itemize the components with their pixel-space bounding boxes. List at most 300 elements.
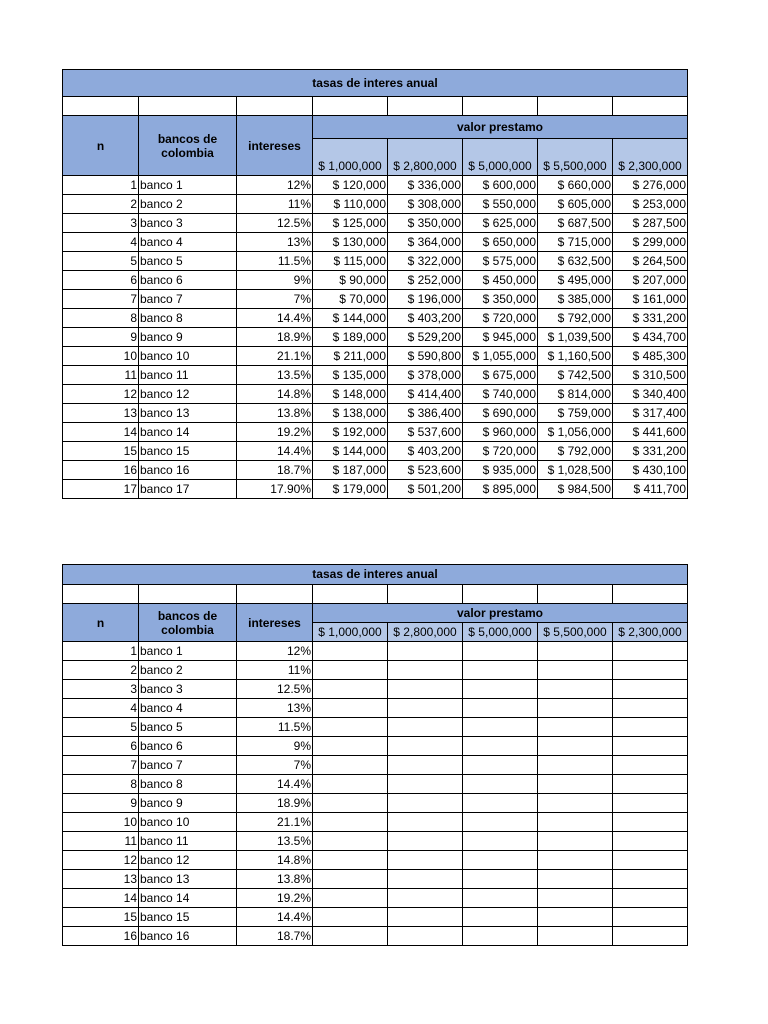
row-number: 6 xyxy=(63,271,139,290)
row-number: 5 xyxy=(63,252,139,271)
loan-amount-header: $ 1,000,000 xyxy=(313,623,388,642)
interest-value: $ 144,000 xyxy=(313,442,388,461)
interest-rate: 19.2% xyxy=(237,889,313,908)
row-number: 15 xyxy=(63,908,139,927)
interest-value: $ 192,000 xyxy=(313,423,388,442)
empty-cell xyxy=(613,661,688,680)
row-number: 13 xyxy=(63,404,139,423)
interest-rate: 13.8% xyxy=(237,870,313,889)
table-row xyxy=(63,461,688,480)
bank-name: banco 6 xyxy=(139,737,237,756)
empty-cell xyxy=(388,718,463,737)
table-row xyxy=(63,908,688,927)
interest-value: $ 759,000 xyxy=(538,404,613,423)
bank-name: banco 3 xyxy=(139,680,237,699)
interest-value: $ 495,000 xyxy=(538,271,613,290)
bank-name: banco 11 xyxy=(139,366,237,385)
row-number: 9 xyxy=(63,328,139,347)
empty-cell xyxy=(463,642,538,661)
empty-cell xyxy=(613,832,688,851)
empty-cell xyxy=(538,775,613,794)
interest-value: $ 308,000 xyxy=(388,195,463,214)
interest-value: $ 895,000 xyxy=(463,480,538,499)
table-row xyxy=(63,775,688,794)
table-row xyxy=(63,233,688,252)
empty-cell xyxy=(613,870,688,889)
row-number: 15 xyxy=(63,442,139,461)
row-number: 1 xyxy=(63,642,139,661)
table-row xyxy=(63,889,688,908)
interest-rate: 18.9% xyxy=(237,794,313,813)
interest-value: $ 161,000 xyxy=(613,290,688,309)
empty-cell xyxy=(613,927,688,946)
interest-rate: 12.5% xyxy=(237,680,313,699)
empty-cell xyxy=(313,680,388,699)
interest-rate: 7% xyxy=(237,290,313,309)
interest-table-empty xyxy=(62,564,688,946)
row-number: 6 xyxy=(63,737,139,756)
bank-name: banco 3 xyxy=(139,214,237,233)
loan-amount-header: $ 5,000,000 xyxy=(463,623,538,642)
empty-cell xyxy=(538,851,613,870)
interest-rate: 9% xyxy=(237,737,313,756)
interest-value: $ 935,000 xyxy=(463,461,538,480)
interest-value: $ 960,000 xyxy=(463,423,538,442)
empty-cell xyxy=(313,642,388,661)
interest-value: $ 740,000 xyxy=(463,385,538,404)
interest-value: $ 984,500 xyxy=(538,480,613,499)
empty-cell xyxy=(538,642,613,661)
empty-cell xyxy=(388,927,463,946)
row-number: 12 xyxy=(63,385,139,404)
interest-value: $ 350,000 xyxy=(388,214,463,233)
table-row xyxy=(63,195,688,214)
empty-cell xyxy=(388,832,463,851)
interest-value: $ 287,500 xyxy=(613,214,688,233)
bank-name: banco 2 xyxy=(139,195,237,214)
empty-cell xyxy=(388,699,463,718)
interest-rate: 13.5% xyxy=(237,366,313,385)
interest-value: $ 331,200 xyxy=(613,442,688,461)
header-bank: bancos de colombia xyxy=(139,604,237,642)
empty-cell xyxy=(538,756,613,775)
table-row xyxy=(63,480,688,499)
bank-name: banco 13 xyxy=(139,404,237,423)
row-number: 2 xyxy=(63,195,139,214)
row-number: 12 xyxy=(63,851,139,870)
interest-value: $ 411,700 xyxy=(613,480,688,499)
interest-rate: 13.8% xyxy=(237,404,313,423)
table-row xyxy=(63,252,688,271)
table-row xyxy=(63,404,688,423)
empty-cell xyxy=(538,870,613,889)
interest-value: $ 115,000 xyxy=(313,252,388,271)
empty-cell xyxy=(538,661,613,680)
interest-value: $ 138,000 xyxy=(313,404,388,423)
empty-cell xyxy=(388,908,463,927)
empty-cell xyxy=(463,737,538,756)
bank-name: banco 17 xyxy=(139,480,237,499)
interest-value: $ 720,000 xyxy=(463,442,538,461)
interest-value: $ 90,000 xyxy=(313,271,388,290)
table-row xyxy=(63,756,688,775)
interest-value: $ 632,500 xyxy=(538,252,613,271)
header-bank: bancos de colombia xyxy=(139,116,237,176)
row-number: 13 xyxy=(63,870,139,889)
empty-cell xyxy=(463,794,538,813)
interest-value: $ 715,000 xyxy=(538,233,613,252)
row-number: 14 xyxy=(63,889,139,908)
empty-cell xyxy=(388,851,463,870)
bank-name: banco 1 xyxy=(139,642,237,661)
empty-cell xyxy=(313,775,388,794)
empty-cell xyxy=(388,794,463,813)
table-row xyxy=(63,290,688,309)
empty-cell xyxy=(463,889,538,908)
bank-name: banco 10 xyxy=(139,347,237,366)
table-row xyxy=(63,870,688,889)
empty-cell xyxy=(313,756,388,775)
bank-name: banco 6 xyxy=(139,271,237,290)
empty-cell xyxy=(313,927,388,946)
interest-value: $ 211,000 xyxy=(313,347,388,366)
interest-rate: 13% xyxy=(237,233,313,252)
empty-cell xyxy=(388,775,463,794)
empty-cell xyxy=(613,642,688,661)
header-rate: intereses xyxy=(237,604,313,642)
row-number: 8 xyxy=(63,309,139,328)
table-row xyxy=(63,309,688,328)
interest-value: $ 340,400 xyxy=(613,385,688,404)
interest-value: $ 575,000 xyxy=(463,252,538,271)
bank-name: banco 9 xyxy=(139,328,237,347)
interest-value: $ 430,100 xyxy=(613,461,688,480)
empty-cell xyxy=(388,642,463,661)
empty-cell xyxy=(613,794,688,813)
empty-cell xyxy=(538,737,613,756)
loan-amount-header: $ 2,300,000 xyxy=(613,139,688,176)
header-amount-group: valor prestamo xyxy=(313,604,688,623)
row-number: 7 xyxy=(63,290,139,309)
interest-value: $ 120,000 xyxy=(313,176,388,195)
interest-rate: 14.4% xyxy=(237,442,313,461)
empty-cell xyxy=(613,737,688,756)
interest-value: $ 501,200 xyxy=(388,480,463,499)
empty-cell xyxy=(463,699,538,718)
interest-rate: 11% xyxy=(237,195,313,214)
interest-value: $ 135,000 xyxy=(313,366,388,385)
interest-value: $ 523,600 xyxy=(388,461,463,480)
empty-cell xyxy=(388,661,463,680)
row-number: 16 xyxy=(63,927,139,946)
row-number: 3 xyxy=(63,214,139,233)
empty-cell xyxy=(538,718,613,737)
table-row xyxy=(63,328,688,347)
header-n: n xyxy=(63,604,139,642)
empty-cell xyxy=(463,870,538,889)
empty-cell xyxy=(313,718,388,737)
table-row xyxy=(63,851,688,870)
interest-rate: 14.4% xyxy=(237,309,313,328)
row-number: 3 xyxy=(63,680,139,699)
interest-value: $ 252,000 xyxy=(388,271,463,290)
interest-value: $ 945,000 xyxy=(463,328,538,347)
interest-value: $ 792,000 xyxy=(538,442,613,461)
bank-name: banco 14 xyxy=(139,889,237,908)
row-number: 7 xyxy=(63,756,139,775)
table-title: tasas de interes anual xyxy=(63,565,688,585)
empty-cell xyxy=(313,851,388,870)
bank-name: banco 5 xyxy=(139,718,237,737)
empty-cell xyxy=(613,680,688,699)
table-row xyxy=(63,927,688,946)
interest-value: $ 148,000 xyxy=(313,385,388,404)
empty-cell xyxy=(388,889,463,908)
header-rate: intereses xyxy=(237,116,313,176)
empty-cell xyxy=(463,756,538,775)
row-number: 14 xyxy=(63,423,139,442)
row-number: 10 xyxy=(63,813,139,832)
interest-value: $ 276,000 xyxy=(613,176,688,195)
row-number: 4 xyxy=(63,233,139,252)
empty-cell xyxy=(538,908,613,927)
bank-name: banco 15 xyxy=(139,442,237,461)
empty-cell xyxy=(313,813,388,832)
interest-value: $ 675,000 xyxy=(463,366,538,385)
loan-amount-header: $ 2,300,000 xyxy=(613,623,688,642)
loan-amount-header: $ 5,500,000 xyxy=(538,623,613,642)
table-row xyxy=(63,718,688,737)
interest-rate: 17.90% xyxy=(237,480,313,499)
empty-cell xyxy=(313,737,388,756)
table-row xyxy=(63,680,688,699)
empty-cell xyxy=(538,699,613,718)
bank-name: banco 8 xyxy=(139,309,237,328)
table-body xyxy=(63,642,688,946)
empty-cell xyxy=(313,794,388,813)
bank-name: banco 4 xyxy=(139,699,237,718)
empty-cell xyxy=(613,889,688,908)
blank-row xyxy=(63,585,688,604)
interest-value: $ 187,000 xyxy=(313,461,388,480)
empty-cell xyxy=(463,813,538,832)
empty-cell xyxy=(538,889,613,908)
interest-value: $ 403,200 xyxy=(388,442,463,461)
bank-name: banco 10 xyxy=(139,813,237,832)
interest-value: $ 1,056,000 xyxy=(538,423,613,442)
empty-cell xyxy=(313,699,388,718)
interest-value: $ 485,300 xyxy=(613,347,688,366)
interest-value: $ 660,000 xyxy=(538,176,613,195)
empty-cell xyxy=(463,680,538,699)
bank-name: banco 4 xyxy=(139,233,237,252)
table-row xyxy=(63,176,688,195)
interest-rate: 9% xyxy=(237,271,313,290)
table-row xyxy=(63,642,688,661)
interest-rate: 12% xyxy=(237,642,313,661)
empty-cell xyxy=(613,851,688,870)
table-row xyxy=(63,366,688,385)
interest-value: $ 720,000 xyxy=(463,309,538,328)
interest-value: $ 742,500 xyxy=(538,366,613,385)
interest-value: $ 110,000 xyxy=(313,195,388,214)
interest-value: $ 650,000 xyxy=(463,233,538,252)
loan-amount-header: $ 2,800,000 xyxy=(388,139,463,176)
empty-cell xyxy=(538,680,613,699)
row-number: 2 xyxy=(63,661,139,680)
interest-rate: 14.8% xyxy=(237,851,313,870)
bank-name: banco 1 xyxy=(139,176,237,195)
table-row xyxy=(63,423,688,442)
interest-value: $ 792,000 xyxy=(538,309,613,328)
interest-rate: 11.5% xyxy=(237,718,313,737)
interest-value: $ 331,200 xyxy=(613,309,688,328)
interest-value: $ 196,000 xyxy=(388,290,463,309)
table-row xyxy=(63,385,688,404)
interest-rate: 7% xyxy=(237,756,313,775)
row-number: 8 xyxy=(63,775,139,794)
interest-value: $ 814,000 xyxy=(538,385,613,404)
interest-value: $ 600,000 xyxy=(463,176,538,195)
empty-cell xyxy=(613,908,688,927)
interest-value: $ 130,000 xyxy=(313,233,388,252)
interest-value: $ 450,000 xyxy=(463,271,538,290)
interest-rate: 13% xyxy=(237,699,313,718)
table-row xyxy=(63,271,688,290)
table-row xyxy=(63,794,688,813)
table-body xyxy=(63,176,688,499)
interest-rate: 19.2% xyxy=(237,423,313,442)
bank-name: banco 14 xyxy=(139,423,237,442)
interest-value: $ 385,000 xyxy=(538,290,613,309)
empty-cell xyxy=(388,756,463,775)
interest-value: $ 253,000 xyxy=(613,195,688,214)
row-number: 4 xyxy=(63,699,139,718)
empty-cell xyxy=(463,718,538,737)
interest-value: $ 336,000 xyxy=(388,176,463,195)
interest-value: $ 350,000 xyxy=(463,290,538,309)
interest-value: $ 179,000 xyxy=(313,480,388,499)
empty-cell xyxy=(313,870,388,889)
interest-value: $ 125,000 xyxy=(313,214,388,233)
loan-amount-header: $ 2,800,000 xyxy=(388,623,463,642)
row-number: 11 xyxy=(63,832,139,851)
bank-name: banco 8 xyxy=(139,775,237,794)
interest-value: $ 434,700 xyxy=(613,328,688,347)
interest-rate: 18.9% xyxy=(237,328,313,347)
interest-value: $ 1,160,500 xyxy=(538,347,613,366)
blank-row xyxy=(63,97,688,116)
interest-value: $ 605,000 xyxy=(538,195,613,214)
empty-cell xyxy=(613,699,688,718)
interest-value: $ 70,000 xyxy=(313,290,388,309)
table-row xyxy=(63,214,688,233)
interest-value: $ 378,000 xyxy=(388,366,463,385)
loan-amount-header: $ 1,000,000 xyxy=(313,139,388,176)
empty-cell xyxy=(613,718,688,737)
empty-cell xyxy=(538,794,613,813)
interest-rate: 11% xyxy=(237,661,313,680)
header-amount-group: valor prestamo xyxy=(313,116,688,139)
interest-value: $ 690,000 xyxy=(463,404,538,423)
empty-cell xyxy=(388,870,463,889)
interest-value: $ 414,400 xyxy=(388,385,463,404)
bank-name: banco 2 xyxy=(139,661,237,680)
empty-cell xyxy=(388,813,463,832)
empty-cell xyxy=(538,927,613,946)
table-row xyxy=(63,813,688,832)
bank-name: banco 7 xyxy=(139,756,237,775)
interest-value: $ 189,000 xyxy=(313,328,388,347)
interest-rate: 12.5% xyxy=(237,214,313,233)
bank-name: banco 15 xyxy=(139,908,237,927)
interest-rate: 14.4% xyxy=(237,775,313,794)
interest-value: $ 441,600 xyxy=(613,423,688,442)
table-row xyxy=(63,661,688,680)
bank-name: banco 5 xyxy=(139,252,237,271)
table-row xyxy=(63,832,688,851)
interest-value: $ 550,000 xyxy=(463,195,538,214)
bank-name: banco 11 xyxy=(139,832,237,851)
interest-value: $ 625,000 xyxy=(463,214,538,233)
bank-name: banco 12 xyxy=(139,851,237,870)
interest-rate: 21.1% xyxy=(237,813,313,832)
empty-cell xyxy=(463,832,538,851)
empty-cell xyxy=(613,775,688,794)
empty-cell xyxy=(463,927,538,946)
row-number: 17 xyxy=(63,480,139,499)
interest-rate: 14.4% xyxy=(237,908,313,927)
interest-rate: 11.5% xyxy=(237,252,313,271)
table-row xyxy=(63,737,688,756)
interest-table-filled xyxy=(62,69,688,499)
empty-cell xyxy=(463,775,538,794)
row-number: 5 xyxy=(63,718,139,737)
bank-name: banco 13 xyxy=(139,870,237,889)
interest-value: $ 264,500 xyxy=(613,252,688,271)
bank-name: banco 7 xyxy=(139,290,237,309)
row-number: 16 xyxy=(63,461,139,480)
empty-cell xyxy=(388,680,463,699)
interest-value: $ 1,055,000 xyxy=(463,347,538,366)
interest-value: $ 529,200 xyxy=(388,328,463,347)
interest-rate: 13.5% xyxy=(237,832,313,851)
interest-rate: 14.8% xyxy=(237,385,313,404)
interest-value: $ 687,500 xyxy=(538,214,613,233)
empty-cell xyxy=(613,813,688,832)
empty-cell xyxy=(313,908,388,927)
interest-value: $ 1,039,500 xyxy=(538,328,613,347)
interest-rate: 18.7% xyxy=(237,927,313,946)
empty-cell xyxy=(313,661,388,680)
interest-value: $ 590,800 xyxy=(388,347,463,366)
interest-value: $ 1,028,500 xyxy=(538,461,613,480)
interest-value: $ 386,400 xyxy=(388,404,463,423)
table-title: tasas de interes anual xyxy=(63,70,688,97)
bank-name: banco 16 xyxy=(139,461,237,480)
interest-value: $ 322,000 xyxy=(388,252,463,271)
loan-amount-header: $ 5,500,000 xyxy=(538,139,613,176)
interest-value: $ 310,500 xyxy=(613,366,688,385)
row-number: 9 xyxy=(63,794,139,813)
table-row xyxy=(63,347,688,366)
interest-value: $ 317,400 xyxy=(613,404,688,423)
loan-amount-header: $ 5,000,000 xyxy=(463,139,538,176)
bank-name: banco 12 xyxy=(139,385,237,404)
bank-name: banco 16 xyxy=(139,927,237,946)
interest-value: $ 207,000 xyxy=(613,271,688,290)
interest-rate: 18.7% xyxy=(237,461,313,480)
